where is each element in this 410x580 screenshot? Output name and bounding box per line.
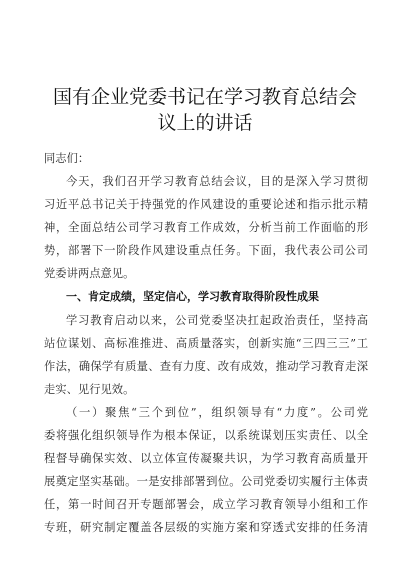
paragraph-line: 走实、见行见效。 — [44, 383, 135, 396]
paragraph-line: 任，第一时间召开专题部署会，成立学习教育领导小组和工作 — [44, 498, 368, 511]
paragraph-line: 今天，我们召开学习教育总结会议，目的是深入学习贯彻 — [66, 175, 368, 188]
paragraph-line: 学习教育启动以来，公司党委坚决扛起政治责任，坚持高 — [66, 314, 368, 327]
paragraph-line: 委将强化组织领导作为根本保证，以系统谋划压实责任、以全 — [44, 429, 368, 442]
paragraph-line: 党委讲两点意见。 — [44, 267, 135, 280]
document-title-line-1: 国有企业党委书记在学习教育总结会 — [52, 86, 357, 108]
document-title-line-2: 议上的讲话 — [157, 112, 253, 134]
paragraph-line: 作法，确保学有质量、查有力度、改有成效，推动学习教育走深 — [44, 360, 368, 373]
paragraph-line: （一）聚焦“三个到位”，组织领导有“力度”。公司党 — [66, 406, 368, 419]
paragraph-line: 程督导确保实效、以立体宣传凝聚共识，为学习教育高质量开 — [44, 452, 368, 465]
paragraph-line: 专班，研究制定覆盖各层级的实施方案和穿透式安排的任务清 — [44, 521, 368, 534]
salutation: 同志们： — [44, 152, 90, 165]
paragraph-line: 站位谋划、高标准推进、高质量落实，创新实施“三四三三”工 — [44, 337, 368, 350]
paragraph-line: 势，部署下一阶段作风建设重点任务。下面，我代表公司公司 — [44, 244, 368, 257]
paragraph-line: 习近平总书记关于持强党的作风建设的重要论述和指示批示精 — [44, 198, 368, 211]
section-heading: 一、肯定成绩，坚定信心，学习教育取得阶段性成果 — [66, 290, 319, 303]
paragraph-line: 展奠定坚实基础。一是安排部署到位。公司党委切实履行主体责 — [44, 475, 368, 488]
paragraph-line: 神，全面总结公司学习教育工作成效，分析当前工作面临的形 — [44, 221, 368, 234]
